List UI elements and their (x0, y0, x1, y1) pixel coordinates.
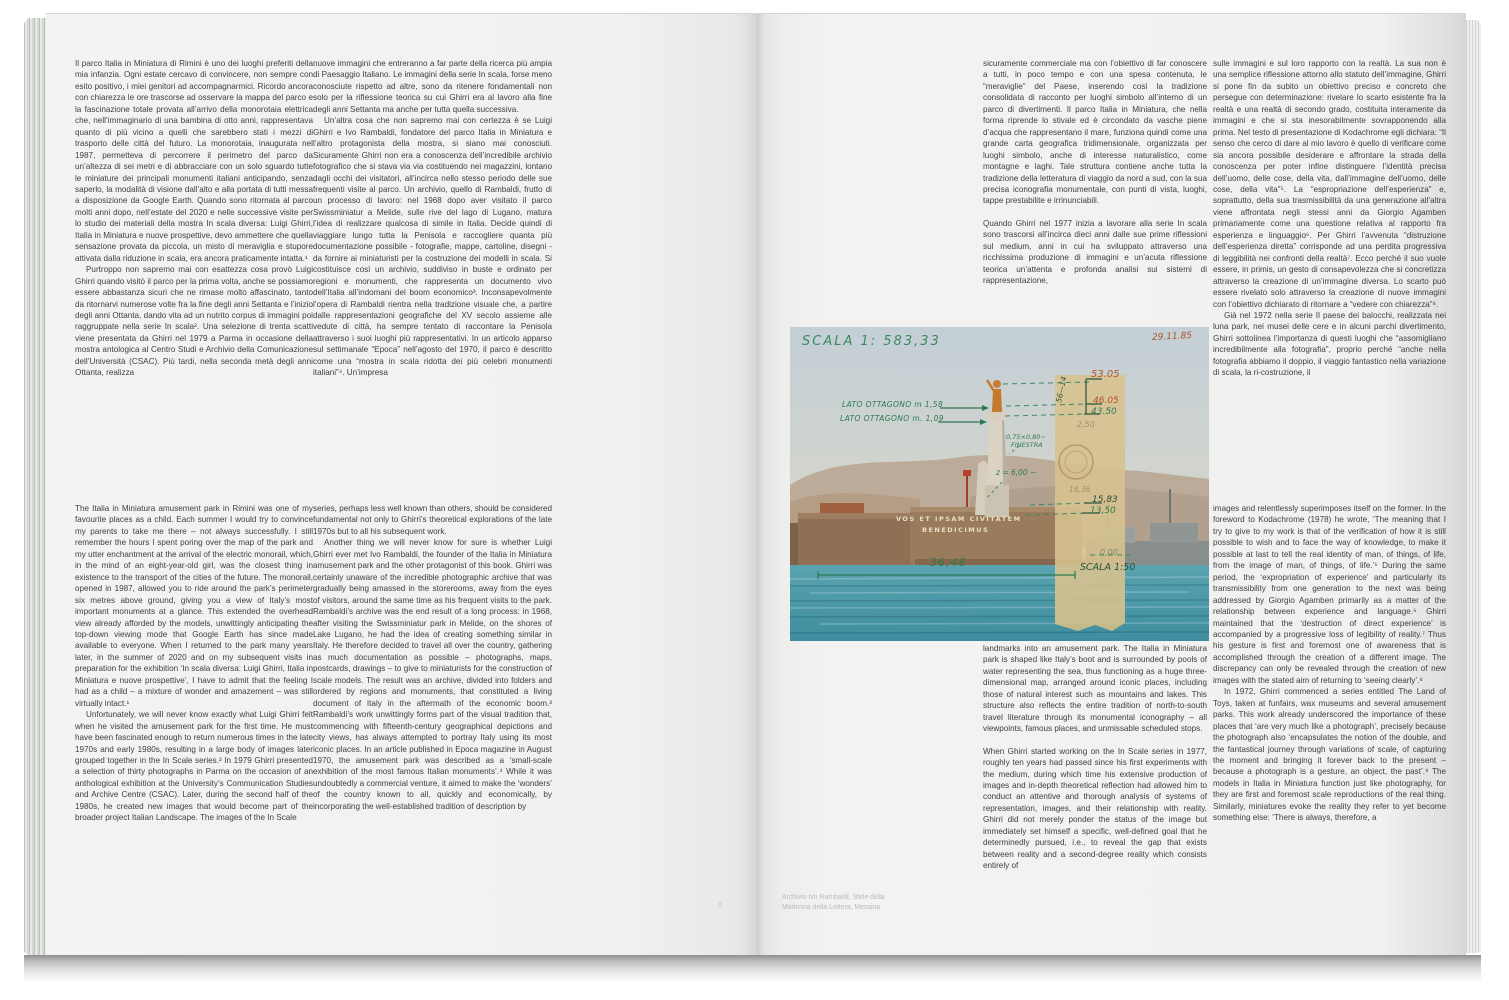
annotation-scale-bottom: SCALA 1:50 (1080, 562, 1136, 573)
right-col2-italian (1213, 58, 1446, 492)
annotation-000: 0,00 (1100, 548, 1118, 557)
book-bottom-shadow (24, 955, 1481, 983)
paragraph: sulle immagini e sul loro rapporto con la realtà. La sua non è una semplice riflessione attorno allo statuto dell’immagine, Ghirri si pone fin da subito un obiettivo preciso e concreto che persegue con determinazione: rivelare lo scarto esistente fra la realtà e una realtà di secondo grado, costituita interamente da immagini e che si sta inesorabilmente sovrapponendo alla prima. Nel testo di presentazione di Kodachrome egli dichiara: “Il senso che cerco di dare al mio lavoro è quello di verificare come sia ancora possibile desiderare e affrontare la strada della conoscenza per poter infine distinguere l’identità precisa dell’uomo, delle cose, della vita, dall’immagine dell’uomo, delle cose, della vita”⁵. La “espropriazione dell’esperienza” e, soprattutto, della sua trasmissibilità da una generazione all’altra viene affrontata negli stessi anni da Giorgio Agamben primariamente come una questione relativa al rapporto fra esperienza e linguaggio⁶. Per Ghirri l’avvenuta “distruzione dell’esperienza diretta” corrisponde ad una perdita progressiva di leggibilità nei confronti della realtà⁷. Ecco perché il suo vuole essere, in primis, un gesto di consapevolezza che si concretizza attraverso la creazione di un’immagine diversa. Lo scarto può essere rivelato solo attraverso la creazione di nuove immagini con l’obiettivo dichiarato di ritornare a “vedere con chiarezza”⁸. (1213, 59, 1446, 309)
ship-superstructure-2 (1150, 523, 1198, 543)
paragraph: When Ghirri started working on the In Scale series in 1977, roughly ten years had passed since his first experiments with the medium, during which time his extensive production of images and in-depth theoretical reflection had allowed him to conduct an attentive and thorough analysis of systems of representation, images, and their relationship with reality. Ghirri did not merely ponder the status of the image but immediately set himself a specific, well-defined goal that he determinedly pursued, i.e., to reveal the gap that exists between reality and a second-degree reality which consists entirely of (983, 746, 1207, 871)
annotation-250: 2,50 (1077, 420, 1095, 429)
archive-photograph (790, 327, 1209, 641)
flag (963, 470, 971, 476)
annotation-tape-side: 56—14 (1054, 375, 1069, 404)
sea (790, 565, 1209, 641)
annotation-1836: 18,36 (1069, 485, 1091, 494)
paragraph: sicuramente commerciale ma con l’obiettivo di far conoscere a tutti, in poco tempo e con una spesa contenuta, le “meraviglie” del Paese, inserendo così la tradizione consolidata di racconto per luoghi simbolo all’interno di un parco di divertimenti. Il parco Italia in Miniatura, che nella forma riprende lo stivale ed è circondato da vasche piene d’acqua che rappresentano il mare, funziona quindi come una grande carta geografica tridimensionale, organizzata per luoghi simbolo, anche di interesse naturalistico, come montagne e laghi. Tale struttura contiene anche tutta la tradizione della letteratura di viaggio da nord a sud, con la sua precisa iconografia monumentale, con punti di vista, luoghi, tappe prestabilite e irrinunciabili. (983, 59, 1207, 206)
annotation-1583: 15,83 (1092, 495, 1118, 505)
fort-inscription-line2: BENEDICIMUS (922, 526, 990, 534)
right-col2-english (1213, 503, 1446, 927)
annotation-3646: 36,46 (930, 556, 967, 569)
paragraph: Il parco Italia in Miniatura di Rimini è uno dei luoghi preferiti della mia infanzia. Ogni estate cercavo di convincere, non sempre con esito positivo, i miei genitori ad accompagnarmici. Ricordo ancora con chiarezza le ore trascorse ad osservare la mappa del parco e la fascinazione totale provata all’arrivo della monorotaia elettrica che, nell’immaginario di una bambina di otto anni, rappresentava quanto di più vicino a quelli che sarebbero stati i mezzi di trasporto delle città del futuro. La monorotaia, inaugurata nel 1987, permetteva di percorrere il perimetro del parco da un’altezza di sei metri e di abbracciare con un solo sguardo tutte le miniature dei principali monumenti italiani anticipando, senza saperlo, la modalità di visione dall’alto e alla portata di tutti messa a disposizione da Google Earth. Quando sono ritornata al parco molti anni dopo, nell’estate del 2020 e nelle successive visite per lo studio dei materiali della mostra In scala diversa: Luigi Ghirri, Italia in Miniatura e nuove prospettive, devo ammettere che quella sensazione provata da piccola, un misto di meraviglia e stupore attivata dalla riduzione in scala, era ancora praticamente intatta.¹ (75, 59, 313, 263)
annotation-lato-2: LATO OTTAGONO m. 1,09 (840, 414, 944, 423)
annotation-53: 53.05 (1091, 369, 1120, 380)
paragraph: In 1972, Ghirri commenced a series entitled The Land of Toys, taken at funfairs, wax museums and several amusement parks. This work already underscored the importance of these places that ‘are very much like a photograph’, precisely because the photograph also ‘encapsulates the notion of the double, and the fantastical journey through variations of scale, of capturing the moment and bringing it forever back to the present – because a photograph is a gesture, an object, the past’.⁹ The models in Italia in Miniatura function just like photography, for they are first and foremost scale reproductions of the real thing. Similarly, miniatures evoke the reality they refer to yet become something else: ‘There is always, therefore, a (1213, 687, 1446, 823)
paragraph: The Italia in Miniatura amusement park in Rimini was one of my favourite places as a child. Each summer I would try to convince my parents to take me there – not always successfully. I still remember the hours I spent poring over the map of the park and my utter enchantment at the arrival of the electric monorail, which, in the mind of an eight-year-old girl, was the closest thing in existence to the transport of the cities of the future. The monorail, opened in 1987, allowed you to ride around the park’s perimeter six metres above ground, giving you a view of Italy’s most important monuments at a glance. This extended the overhead view already afforded by the models, unwittingly anticipating the top-down viewing mode that Google Earth has since made available to everyone. When I returned to the park many years later, in the summer of 2020 and on my subsequent visits in preparation for the exhibition ‘In scala diversa: Luigi Ghirri, Italia in Miniatura e nuove prospettive’, I have to admit that the feeling I had as a child – a mixture of wonder and amazement – was still virtually intact.¹ (75, 504, 313, 708)
statue-head (993, 380, 1001, 388)
right-col1-italian (983, 58, 1207, 338)
column-pedestal (985, 485, 1009, 517)
annotation-lato-1: LATO OTTAGONO m 1,58 (842, 400, 944, 409)
left-page-edges (24, 18, 46, 955)
paragraph: Unfortunately, we will never know exactly what Luigi Ghirri felt when he visited the amusement park for the first time. He must have been fascinated enough to return numerous times in the late 1970s and early 1980s, resulting in a large body of images later grouped together in the In Scale series.² In 1979 Ghirri presented a selection of thirty photographs in Parma on the occasion of an anthological exhibition at the University’s Communication Studies and Archive Centre (CSAC). Later, during the second half of the 1980s, he created new images that would become part of the broader project Italian Landscape. The images of the In Scale (75, 710, 313, 823)
caption-line: Madonna della Lettera, Messina (782, 904, 881, 911)
left-page (46, 14, 757, 955)
paragraph: series, perhaps less well known than others, should be considered fundamental not only to Ghirri’s theoretical explorations of the late 1970s but to all his subsequent work. (313, 504, 552, 536)
caption-line: Archivio Ivo Rambaldi, Stele della (782, 894, 885, 901)
left-col1-english (75, 503, 313, 927)
right-page-edges (1466, 20, 1481, 953)
right-col1-english (983, 643, 1207, 923)
right-page (757, 14, 1466, 955)
annotation-46: 46.05 (1093, 396, 1119, 406)
paragraph: Un’altra cosa che non sapremo mai con certezza è se Luigi Ghirri e Ivo Rambaldi, fondatore del parco Italia in Miniatura e l’altro protagonista della mostra, si siano mai conosciuti. Sicuramente Ghirri non era a conoscenza dell’incredibile archivio fotografico che si stava via via costituendo nei magazzini, lontano dagli occhi dei visitatori, all’incirca nello stesso periodo delle sue frequenti visite al parco. Un archivio, quello di Rambaldi, frutto di un processo di lavoro: nel 1968 dopo aver visitato il parco Swissminiatur a Melide, sulle rive del lago di Lugano, matura l’idea di realizzare qualcosa di simile in Italia. Decide quindi di viaggiare lungo tutta la Penisola e raccogliere quanta più documentazione possibile - fotografie, mappe, cartoline, disegni - da fornire ai miniaturisti per la costruzione dei modelli in scala. Si costituisce così un archivio, suddiviso in buste e ordinato per regioni e monumenti, che rappresenta un documento vivo dell’Italia all’indomani del boom economico³. Inconsapevolmente l’opera di Rambaldi rientra nella tradizione visuale che, a partire dalle rappresentazioni geografiche del XV secolo assieme alle vedute di città, ha sempre tentato di raccontare la Penisola attraverso i suoi luoghi più rappresentativi. In un articolo apparso sul settimanale “Epoca” nell’agosto del 1970, il parco è descritto come una “mostra in scala ridotta dei più celebri monumenti italiani”⁴. Un’impresa (313, 116, 552, 378)
paragraph: Quando Ghirri nel 1977 inizia a lavorare alla serie In scala sono trascorsi all’incirca dieci anni dalle sue prime riflessioni sul medium, anni in cui ha sviluppato attraverso una ricchissima produzione di immagini e un’acuta riflessione teorica un’attenta e profonda analisi sui sistemi di rappresentazione, (983, 218, 1207, 286)
left-col2-english (313, 503, 552, 927)
annotation-z6: z = 6,00 ~ (996, 468, 1037, 477)
left-col1-italian (75, 58, 313, 480)
paragraph: Purtroppo non sapremo mai con esattezza cosa provò Luigi Ghirri quando visitò il parco per la prima volta, anche se possiamo essere abbastanza sicuri che ne rimase molto affascinato, tanto da ritornarvi numerose volte fra la fine degli anni Settanta e l’inizio degli anni Ottanta, dando vita ad un nutrito corpus di immagini poi raggruppate nella serie In scala². Una selezione di trenta scatti viene presentata da Ghirri nel 1979 a Parma in occasione della mostra antologica al Centro Studi e Archivio della Comunicazione dell’Università (CSAC). Più tardi, nella seconda metà degli anni Ottanta, realizza (75, 265, 313, 378)
annotation-scale-top: SCALA 1: 583,33 (802, 334, 941, 349)
paragraph: landmarks into an amusement park. The Italia in Miniatura park is shaped like Italy’s boot and is surrounded by pools of water representing the sea, thus functioning as a huge three-dimensional map, arranged around iconic places, including those of natural interest such as mountains and lakes. This structure also reflects the entire tradition of north-to-south travel literature through its monumental iconography – all viewpoints, famous places, and unmissable scheduled stops. (983, 644, 1207, 734)
paragraph: Another thing we will never know for sure is whether Luigi Ghirri ever met Ivo Rambaldi, the founder of the Italia in Miniatura amusement park and the other protagonist of this book. Ghirri was certainly unaware of the incredible photographic archive that was gradually being amassed in the storerooms, away from the eyes of visitors, around the same time as his frequent visits to the park. Rambaldi’s archive was the end result of a long process: in 1968, after visiting the Swissminiatur park in Melide, on the shores of Lake Lugano, he had the idea of creating something similar in Italy. He therefore decided to travel all over the country, gathering as much documentation as possible – photographs, maps, postcards, drawings – to give to miniaturists for the construction of scale models. The result was an archive, divided into folders and ordered by regions and monuments, that constituted a living document of Italy in the aftermath of the economic boom.³ Rambaldi’s work unwittingly forms part of the visual tradition that, commencing with fifteenth-century geographical depictions and city views, has always attempted to portray Italy using its most iconic places. In an article published in Epoca magazine in August 1970, the amusement park was described as a ‘small-scale exhibition of the most famous Italian monuments’.⁴ While it was undoubtedly a commercial venture, it aimed to make the ‘wonders’ of the country known to all, quickly and economically, by incorporating the well-established tradition of description by (313, 538, 552, 811)
fort-inscription-line1: VOS ET IPSAM CIVITATEM (896, 515, 1022, 523)
annotation-1350: 13,50 (1090, 506, 1116, 516)
statue-body (992, 389, 1002, 412)
paragraph: Già nel 1972 nella serie Il paese dei balocchi, realizzata nei luna park, nei musei delle cere e in alcuni parchi divertimento, Ghirri sottolinea l’importanza di questi luoghi che “assomigliano incredibilmente alla fotografia”, proprio perché “anche nella fotografia abbiamo il doppio, il viaggio fantastico nella variazione di scala, la ri-costruzione, il (1213, 310, 1446, 378)
annotation-finestra-label: FINESTRA (1011, 441, 1043, 449)
paragraph: images and relentlessly superimposes itself on the former. In the foreword to Kodachrome (1978) he wrote, ‘The meaning that I try to give to my work is that of the verification of how it is still possible to wish and to face the way of knowledge, to make it possible at last to tell the real identity of man, of things, of life, from the image of man, of things, of life.’⁵ During the same period, the ‘expropriation of experience’ and particularly its transmissibility from one generation to the next was being addressed by Giorgio Agamben primarily as a matter of the relationship between experience and language.⁶ Ghirri maintained that the ‘destruction of direct experience’ is accompanied by a progressive loss of legibility of reality.⁷ Thus his gesture is first and foremost one of awareness that is accomplished through the creation of a different image. The discrepancy can only be revealed through the creation of new images with the stated aim of returning to ‘seeing clearly’.⁸ (1213, 504, 1446, 685)
annotation-finestra-size: 0,75×0,80~ (1006, 433, 1046, 441)
photo-caption (782, 893, 952, 913)
page-number: 8 (718, 900, 723, 909)
photo-scene (790, 327, 1209, 641)
gutter-shadow (741, 14, 773, 955)
paragraph: nuove immagini che entreranno a far parte della ricerca più ampia di Paesaggio Italiano. Le immagini della serie In scala, forse meno conosciute rispetto ad altre, sono da ritenere fondamentali non solo per la riflessione teorica su cui Ghirri era al lavoro alla fine degli anni Settanta ma anche per tutta quella successiva. (313, 59, 552, 114)
annotation-43: 43.50 (1091, 407, 1117, 417)
annotation-date: 29.11.85 (1151, 330, 1193, 344)
column-capital (987, 412, 1007, 420)
left-col2-italian (313, 58, 552, 480)
